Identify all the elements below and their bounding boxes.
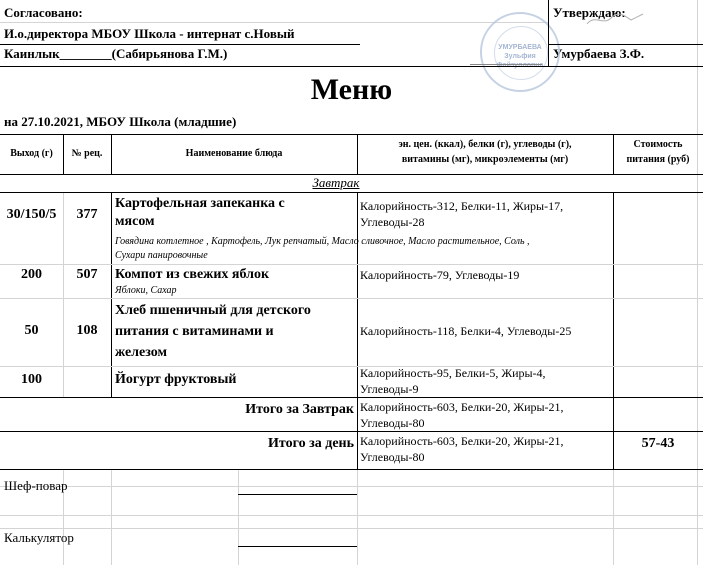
col-divider — [357, 192, 358, 469]
divider — [548, 0, 549, 66]
signature-line — [238, 546, 357, 547]
gridline — [111, 470, 112, 565]
total-day-cost: 57-43 — [641, 436, 675, 451]
item-recipe: 377 — [76, 207, 98, 222]
gridline — [0, 486, 703, 487]
col-header-nutrition: витамины (мг), микроэлементы (мг) — [401, 154, 569, 165]
subtitle: на 27.10.2021, МБОУ Школа (младшие) — [4, 114, 237, 129]
chef-label: Шеф-повар — [4, 478, 68, 493]
divider — [548, 44, 703, 45]
item-nutrition: Калорийность-79, Углеводы-19 — [360, 268, 520, 282]
item-output: 200 — [21, 267, 42, 282]
item-name: питания с витаминами и — [115, 324, 274, 339]
row-border — [0, 469, 703, 470]
gridline — [613, 470, 614, 565]
total-day-nutrition: Калорийность-603, Белки-20, Жиры-21, — [360, 434, 564, 448]
item-nutrition: Калорийность-312, Белки-11, Жиры-17, — [360, 199, 564, 213]
item-name: мясом — [115, 214, 155, 229]
item-nutrition: Калорийность-95, Белки-5, Жиры-4, — [360, 366, 546, 380]
col-header-nutrition: эн. цен. (ккал), белки (г), углеводы (г), — [398, 139, 572, 150]
item-name: Компот из свежих яблок — [115, 267, 270, 282]
total-day-nutrition: Углеводы-80 — [360, 450, 425, 464]
gridline — [0, 528, 703, 529]
stamp-text: УМУРБАЕВА — [498, 44, 542, 51]
item-output: 50 — [24, 323, 39, 338]
agreed-title: Согласовано: — [4, 5, 83, 20]
item-name: Йогурт фруктовый — [115, 372, 237, 387]
gridline — [0, 22, 548, 23]
col-header-output: Выход (г) — [10, 148, 53, 159]
row-border — [0, 397, 703, 398]
gridline — [0, 298, 703, 299]
item-recipe: 108 — [76, 323, 98, 338]
item-ingredients: Сухари панировочные — [115, 250, 208, 261]
row-border — [0, 192, 703, 193]
gridline — [0, 515, 703, 516]
item-ingredients: Яблоки, Сахар — [115, 285, 177, 296]
table-border — [0, 134, 703, 135]
item-name: Картофельная запеканка с — [115, 196, 285, 211]
item-name: железом — [115, 345, 168, 360]
total-breakfast-label: Итого за Завтрак — [245, 402, 354, 417]
divider — [0, 66, 703, 67]
agreed-line2: Каинлык________(Сабирьянова Г.М.) — [4, 46, 228, 61]
item-ingredients: Говядина котлетное , Картофель, Лук репчатый, Масло сливочное, Масло растительное, Соль , — [115, 236, 530, 247]
calculator-label: Калькулятор — [4, 530, 74, 545]
approve-title: Утверждаю: — [553, 5, 626, 20]
item-nutrition: Углеводы-28 — [360, 215, 425, 229]
agreed-line1: И.о.директора МБОУ Школа - интернат с.Новый — [4, 26, 295, 41]
item-name: Хлеб пшеничный для детского — [115, 303, 311, 318]
item-output: 100 — [21, 372, 42, 387]
total-day-label: Итого за день — [268, 436, 354, 451]
item-nutrition: Калорийность-118, Белки-4, Углеводы-25 — [360, 324, 572, 338]
meal-section-title: Завтрак — [312, 175, 360, 190]
gridline — [0, 366, 703, 367]
total-breakfast-nutrition: Углеводы-80 — [360, 416, 425, 430]
gridline — [357, 470, 358, 565]
stamp-text: Зульфия — [504, 53, 536, 60]
col-header-dish: Наименование блюда — [185, 148, 283, 159]
signature-line — [238, 494, 357, 495]
gridline — [0, 264, 703, 265]
col-divider — [613, 192, 614, 469]
signature-icon — [585, 10, 645, 28]
item-recipe: 507 — [76, 267, 98, 282]
col-header-cost: Стоимость — [633, 139, 683, 150]
divider — [0, 44, 360, 45]
page-title: Меню — [310, 73, 393, 106]
col-header-recipe: № рец. — [71, 148, 103, 159]
row-border — [0, 431, 703, 432]
total-breakfast-nutrition: Калорийность-603, Белки-20, Жиры-21, — [360, 400, 564, 414]
col-header-cost: питания (руб) — [626, 154, 690, 165]
item-output: 30/150/5 — [6, 207, 57, 222]
signature-line — [470, 64, 542, 65]
approve-name: Умурбаева З.Ф. — [553, 46, 645, 61]
item-nutrition: Углеводы-9 — [360, 382, 419, 396]
gridline — [238, 470, 239, 565]
